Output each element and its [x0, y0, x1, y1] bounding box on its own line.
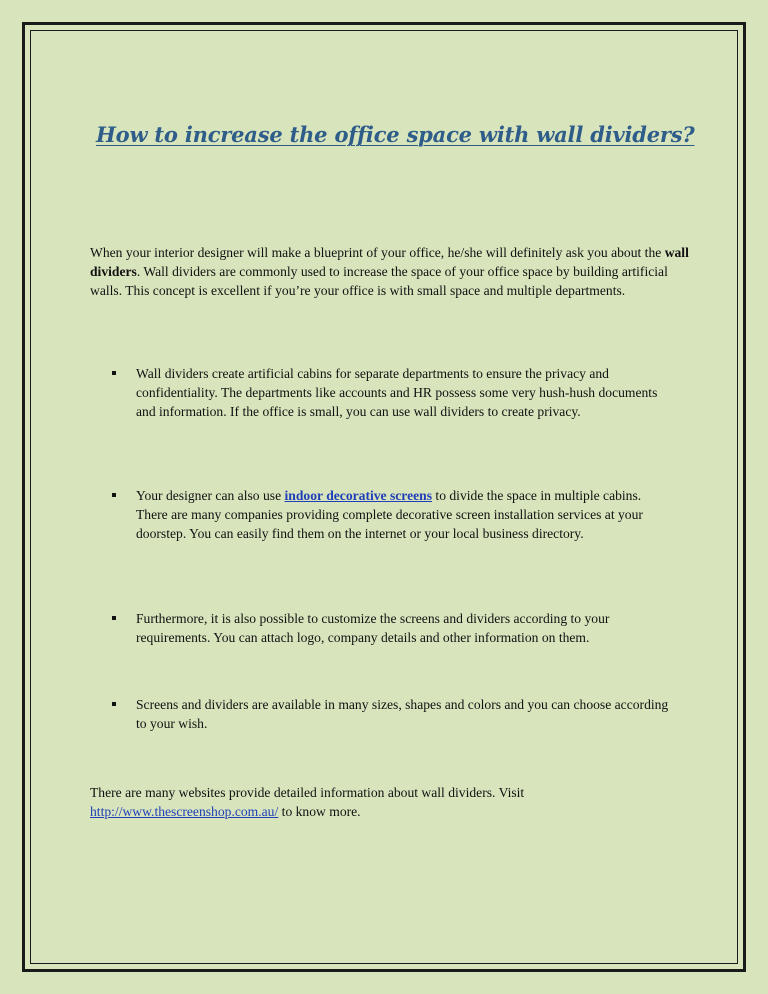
- outro-text-end: to know more.: [278, 804, 361, 819]
- bullet-item: [112, 486, 672, 543]
- bullet-text: [136, 486, 672, 543]
- bullet-icon: [112, 702, 116, 706]
- bullet-text: Furthermore, it is also possible to customize the screens and dividers according to your requirements. You can attach logo, company details and other information on them.: [136, 611, 610, 645]
- indoor-decorative-screens-link[interactable]: indoor decorative screens: [284, 488, 433, 503]
- page-title: How to increase the office space with wall dividers?: [96, 122, 695, 147]
- bullet-icon: [112, 371, 116, 375]
- bullet-text-end: to divide the space in multiple cabins. There are many companies providing complete decorative screen installation services at your doorstep. You can easily find them on the internet or your local business directory.: [136, 488, 643, 541]
- bullet-text: Screens and dividers are available in many sizes, shapes and colors and you can choose according to your wish.: [136, 697, 669, 731]
- intro-text-end: . Wall dividers are commonly used to increase the space of your office space by building artificial walls. This concept is excellent if you’re your office is with small space and multiple departments.: [90, 264, 668, 298]
- bullet-item: [112, 364, 672, 421]
- bullet-item: [112, 695, 672, 733]
- bullet-icon: [112, 493, 116, 497]
- intro-paragraph: [90, 243, 690, 300]
- outro-text-start: There are many websites provide detailed information about wall dividers. Visit: [90, 785, 525, 800]
- bullet-text: Wall dividers create artificial cabins for separate departments to ensure the privacy and confidentiality. The departments like accounts and HR possess some very hush-hush documents and information. If the office is small, you can use wall dividers to create privacy.: [136, 366, 658, 419]
- bullet-text-start: Your designer can also use: [136, 488, 285, 503]
- outro-paragraph: [90, 783, 690, 821]
- screenshop-url-link[interactable]: http://www.thescreenshop.com.au/: [90, 804, 279, 819]
- bullet-icon: [112, 616, 116, 620]
- intro-bold-term: wall dividers: [90, 245, 689, 279]
- bullet-item: [112, 609, 672, 647]
- intro-text-start: When your interior designer will make a blueprint of your office, he/she will definitely ask you about the: [90, 245, 665, 260]
